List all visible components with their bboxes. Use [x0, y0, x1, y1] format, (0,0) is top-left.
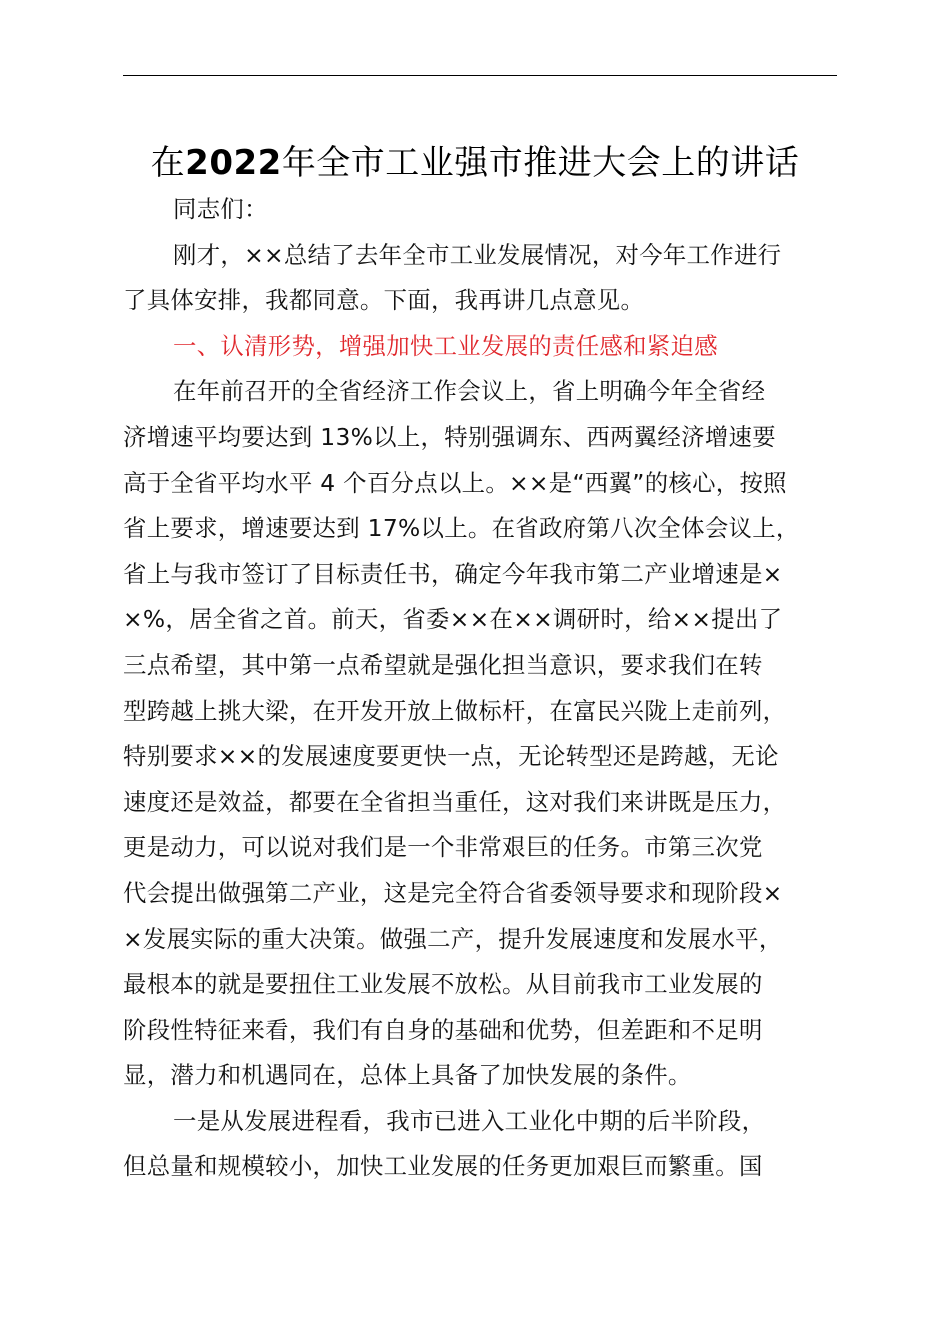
paragraph-line: ×%，居全省之首。前天，省委××在××调研时，给××提出了 — [123, 605, 783, 634]
paragraph-first-point — [123, 1099, 853, 1190]
paragraph-line: 更是动力，可以说对我们是一个非常艰巨的任务。市第三次党 — [123, 833, 763, 862]
salutation: 同志们： — [173, 195, 268, 223]
paragraph-line: 在年前召开的全省经济工作会议上，省上明确今年全省经 — [173, 377, 766, 406]
paragraph-intro — [123, 233, 853, 324]
paragraph-line: 三点希望，其中第一点希望就是强化担当意识，要求我们在转 — [123, 650, 763, 679]
document-title — [0, 140, 950, 186]
paragraph-line: 代会提出做强第二产业，这是完全符合省委领导要求和现阶段× — [123, 878, 783, 907]
paragraph-line: 高于全省平均水平 4 个百分点以上。××是“西翼”的核心，按照 — [123, 468, 787, 497]
paragraph-line: 型跨越上挑大梁，在开发开放上做标杆，在富民兴陇上走前列， — [123, 696, 787, 725]
paragraph-line: 省上要求，增速要达到 17%以上。在省政府第八次全体会议上， — [123, 514, 800, 543]
paragraph-line: 特别要求××的发展速度要更快一点，无论转型还是跨越，无论 — [123, 742, 779, 771]
paragraph-line: 济增速平均要达到 13%以上，特别强调东、西两翼经济增速要 — [123, 422, 776, 451]
section-heading: 一、认清形势，增强加快工业发展的责任感和紧迫感 — [173, 331, 718, 360]
paragraph-line: 但总量和规模较小，加快工业发展的任务更加艰巨而繁重。国 — [123, 1152, 763, 1181]
paragraph-line: 省上与我市签订了目标责任书，确定今年我市第二产业增速是× — [123, 559, 783, 588]
document-body — [123, 187, 853, 1190]
paragraph-line: 了具体安排，我都同意。下面，我再讲几点意见。 — [123, 286, 645, 315]
title-suffix: 年全市工业强市推进大会上的讲话 — [281, 143, 800, 183]
title-prefix: 在 — [150, 143, 186, 183]
paragraph-line: 阶段性特征来看，我们有自身的基础和优势，但差距和不足明 — [123, 1015, 763, 1044]
header-rule — [123, 75, 837, 76]
paragraph-line: 速度还是效益，都要在全省担当重任，这对我们来讲既是压力， — [123, 787, 787, 816]
paragraph-line: 显，潜力和机遇同在，总体上具备了加快发展的条件。 — [123, 1061, 692, 1090]
paragraph-line: ×发展实际的重大决策。做强二产，提升发展速度和发展水平， — [123, 924, 783, 953]
paragraph-line: 一是从发展进程看，我市已进入工业化中期的后半阶段， — [173, 1106, 766, 1135]
paragraph-line: 刚才，××总结了去年全市工业发展情况，对今年工作进行 — [173, 240, 782, 269]
title-year: 2022 — [185, 143, 282, 183]
paragraph-situation — [123, 369, 853, 1099]
paragraph-line: 最根本的就是要扭住工业发展不放松。从目前我市工业发展的 — [123, 970, 763, 999]
